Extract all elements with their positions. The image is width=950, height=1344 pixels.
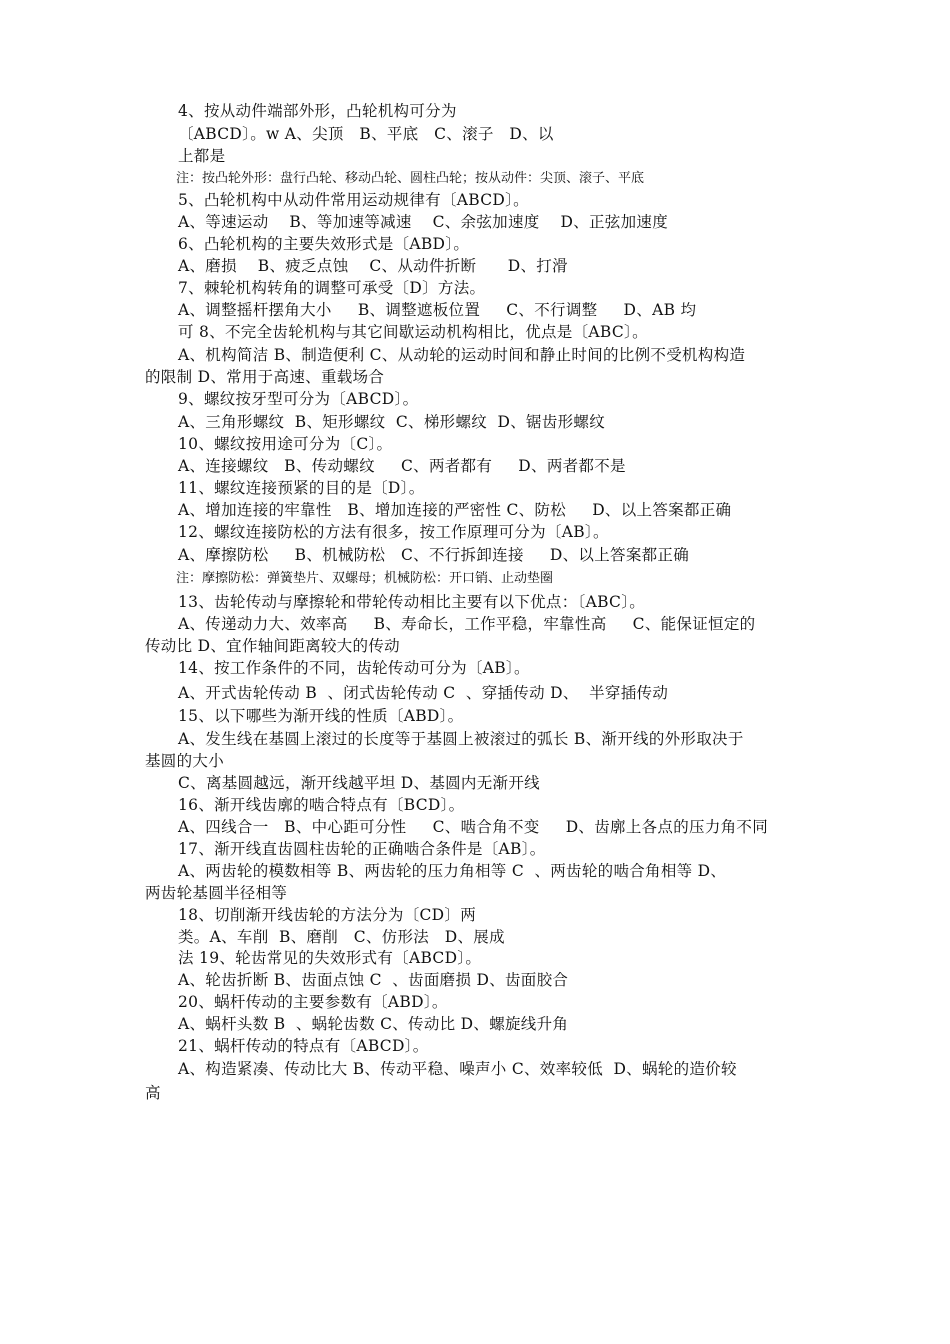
q8-question: 可 8、不完全齿轮机构与其它间歇运动机构相比，优点是〔ABC〕。 bbox=[178, 323, 648, 341]
q15-options-line-1: A、发生线在基圆上滚过的长度等于基圆上被滚过的弧长 B、渐开线的外形取决于 bbox=[178, 730, 744, 748]
q15-options-line-3: C、离基圆越远，渐开线越平坦 D、基圆内无渐开线 bbox=[178, 774, 540, 792]
q8-options-line-2: 的限制 D、常用于高速、重载场合 bbox=[145, 368, 385, 386]
q12-note: 注：摩擦防松：弹簧垫片、双螺母；机械防松：开口销、止动垫圈 bbox=[176, 571, 554, 586]
q18-options: 类。A、车削 B、磨削 C、仿形法 D、展成 bbox=[178, 928, 505, 946]
q4-note: 注：按凸轮外形：盘行凸轮、移动凸轮、圆柱凸轮；按从动件：尖顶、滚子、平底 bbox=[176, 171, 645, 186]
q14-options: A、开式齿轮传动 B 、闭式齿轮传动 C 、穿插传动 D、 半穿插传动 bbox=[178, 684, 669, 702]
q15-question: 15、以下哪些为渐开线的性质〔ABD〕。 bbox=[178, 707, 464, 725]
q17-options-line-1: A、两齿轮的模数相等 B、两齿轮的压力角相等 C 、两齿轮的啮合角相等 D、 bbox=[178, 862, 727, 880]
q9-options: A、三角形螺纹 B、矩形螺纹 C、梯形螺纹 D、锯齿形螺纹 bbox=[178, 413, 606, 431]
q12-options: A、摩擦防松 B、机械防松 C、不行拆卸连接 D、以上答案都正确 bbox=[178, 546, 690, 564]
q20-options: A、蜗杆头数 B 、蜗轮齿数 C、传动比 D、螺旋线升角 bbox=[178, 1015, 569, 1033]
q7-options: A、调整摇杆摆角大小 B、调整遮板位置 C、不行调整 D、AB 均 bbox=[178, 301, 697, 319]
q19-options: A、轮齿折断 B、齿面点蚀 C 、齿面磨损 D、齿面胶合 bbox=[178, 971, 569, 989]
q12-question: 12、螺纹连接防松的方法有很多，按工作原理可分为〔AB〕。 bbox=[178, 523, 609, 541]
q13-options-line-1: A、传递动力大、效率高 B、寿命长，工作平稳，牢靠性高 C、能保证恒定的 bbox=[178, 615, 756, 633]
q7-question: 7、棘轮机构转角的调整可承受〔D〕方法。 bbox=[178, 279, 486, 297]
q11-options: A、增加连接的牢靠性 B、增加连接的严密性 C、防松 D、以上答案都正确 bbox=[178, 501, 732, 519]
q5-options: A、等速运动 B、等加速等减速 C、余弦加速度 D、正弦加速度 bbox=[178, 213, 668, 231]
q13-question: 13、齿轮传动与摩擦轮和带轮传动相比主要有以下优点：〔ABC〕。 bbox=[178, 593, 646, 611]
q15-options-line-2: 基圆的大小 bbox=[145, 752, 225, 770]
q4-text-line-1: 4、按从动件端部外形，凸轮机构可分为 bbox=[178, 102, 457, 120]
q11-question: 11、螺纹连接预紧的目的是〔D〕。 bbox=[178, 479, 425, 497]
q21-options-line-2: 高 bbox=[145, 1084, 161, 1102]
q17-question: 17、渐开线直齿圆柱齿轮的正确啮合条件是〔AB〕。 bbox=[178, 840, 546, 858]
q17-options-line-2: 两齿轮基圆半径相等 bbox=[145, 884, 288, 902]
q9-question: 9、螺纹按牙型可分为〔ABCD〕。 bbox=[178, 390, 419, 408]
q10-options: A、连接螺纹 B、传动螺纹 C、两者都有 D、两者都不是 bbox=[178, 457, 626, 475]
q16-question: 16、渐开线齿廓的啮合特点有〔BCD〕。 bbox=[178, 796, 465, 814]
q20-question: 20、蜗杆传动的主要参数有〔ABD〕。 bbox=[178, 993, 448, 1011]
q16-options: A、四线合一 B、中心距可分性 C、啮合角不变 D、齿廓上各点的压力角不同 bbox=[178, 818, 769, 836]
q8-options-line-1: A、机构简洁 B、制造便利 C、从动轮的运动时间和静止时间的比例不受机构构造 bbox=[178, 346, 746, 364]
q21-question: 21、蜗杆传动的特点有〔ABCD〕。 bbox=[178, 1037, 429, 1055]
q4-text-line-3: 上都是 bbox=[178, 147, 226, 165]
q13-options-line-2: 传动比 D、宜作轴间距离较大的传动 bbox=[145, 637, 400, 655]
q21-options-line-1: A、构造紧凑、传动比大 B、传动平稳、噪声小 C、效率较低 D、蜗轮的造价较 bbox=[178, 1060, 737, 1078]
q19-question: 法 19、轮齿常见的失效形式有〔ABCD〕。 bbox=[178, 949, 482, 967]
q4-text-line-2: 〔ABCD〕。w A、尖顶 B、平底 C、滚子 D、以 bbox=[178, 125, 554, 143]
q5-question: 5、凸轮机构中从动件常用运动规律有〔ABCD〕。 bbox=[178, 191, 529, 209]
q18-question: 18、切削渐开线齿轮的方法分为〔CD〕两 bbox=[178, 906, 477, 924]
q14-question: 14、按工作条件的不同，齿轮传动可分为〔AB〕。 bbox=[178, 659, 530, 677]
q10-question: 10、螺纹按用途可分为〔C〕。 bbox=[178, 435, 393, 453]
q6-options: A、磨损 B、疲乏点蚀 C、从动件折断 D、打滑 bbox=[178, 257, 568, 275]
q6-question: 6、凸轮机构的主要失效形式是〔ABD〕。 bbox=[178, 235, 470, 253]
